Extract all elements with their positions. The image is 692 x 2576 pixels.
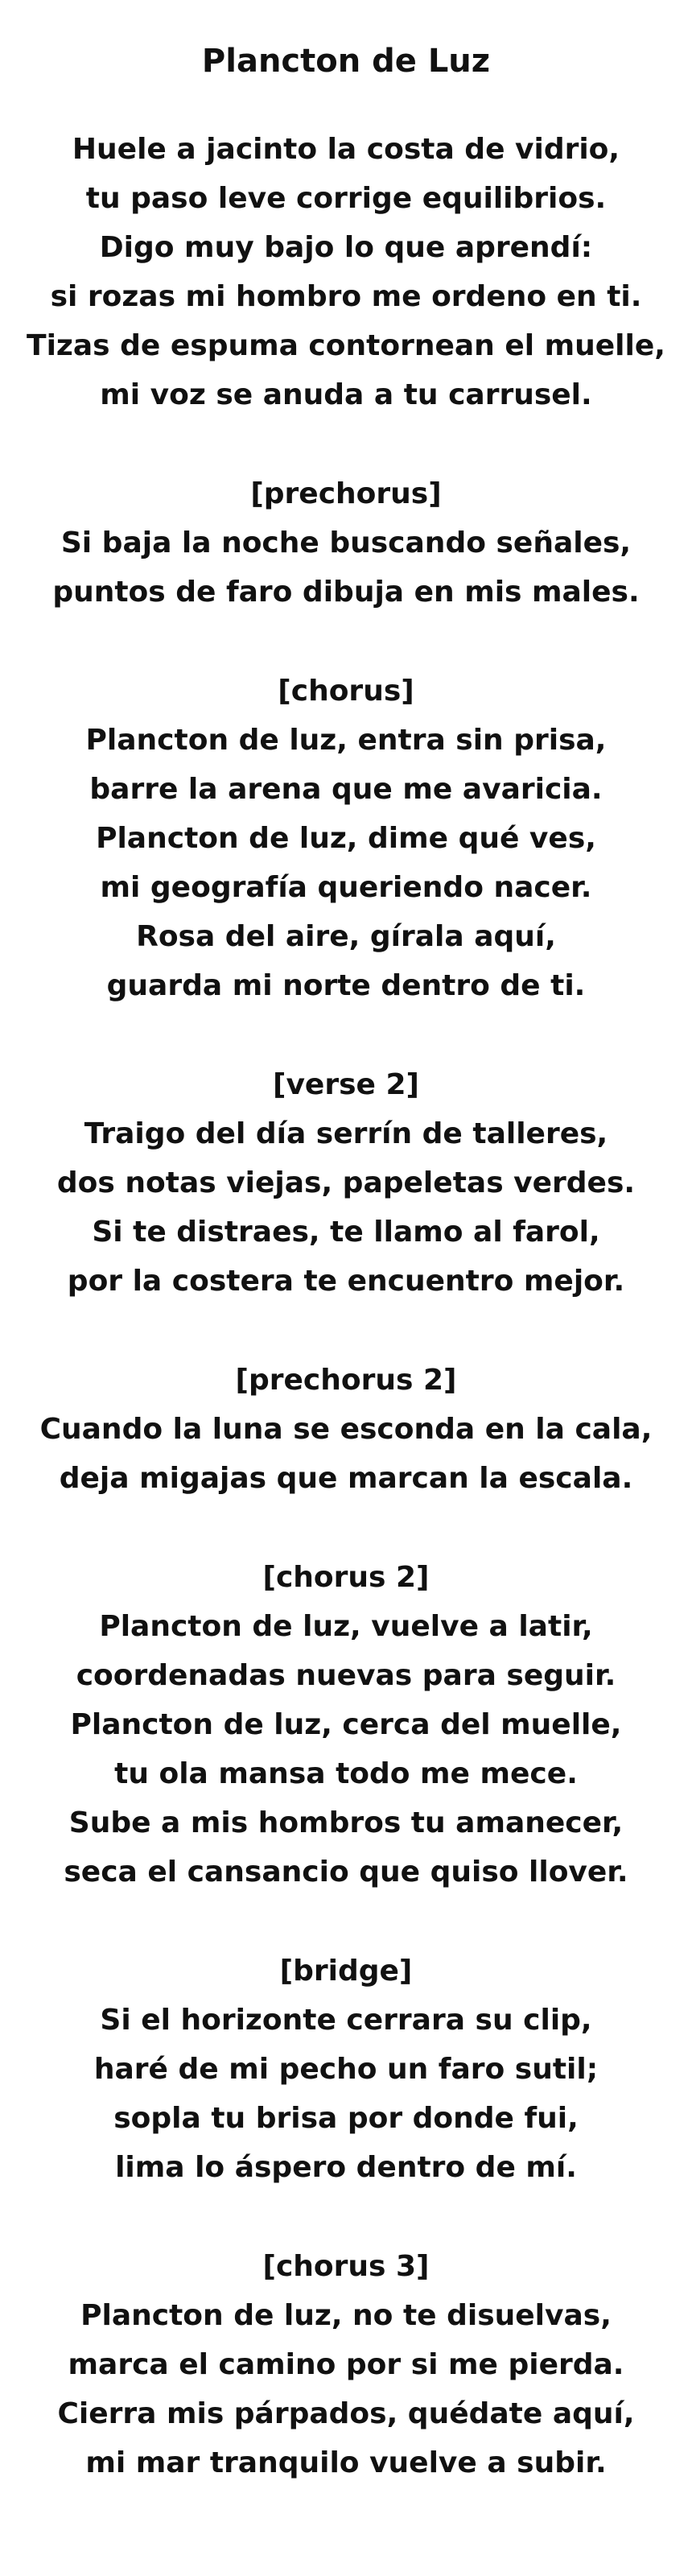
lyric-section [0, 125, 692, 419]
lyric-line: barre la arena que me avaricia. [89, 773, 603, 806]
lyric-line: Plancton de luz, entra sin prisa, [85, 724, 607, 757]
lyric-line: deja migajas que marcan la escala. [59, 1462, 633, 1495]
lyric-line: Traigo del día serrín de talleres, [84, 1117, 608, 1150]
section-label: [chorus 3] [262, 2250, 430, 2283]
lyric-line: Si el horizonte cerrara su clip, [100, 2004, 592, 2037]
lyric-line: tu ola mansa todo me mece. [114, 1757, 578, 1790]
lyric-line: Rosa del aire, gírala aquí, [136, 920, 556, 953]
lyric-section [0, 1356, 692, 1503]
lyric-line: Cuando la luna se esconda en la cala, [39, 1413, 653, 1446]
lyric-line: Tizas de espuma contornean el muelle, [27, 329, 665, 362]
lyric-line: dos notas viejas, papeletas verdes. [56, 1166, 636, 1199]
lyric-line: Si te distraes, te llamo al farol, [92, 1216, 600, 1249]
lyric-line: por la costera te encuentro mejor. [67, 1265, 625, 1298]
lyric-line: puntos de faro dibuja en mis males. [52, 576, 640, 609]
lyric-line: sopla tu brisa por donde fui, [113, 2102, 579, 2135]
lyric-line: Sube a mis hombros tu amanecer, [68, 1806, 624, 1839]
lyric-line: mi mar tranquilo vuelve a subir. [85, 2446, 607, 2479]
lyric-line: guarda mi norte dentro de ti. [106, 969, 586, 1002]
section-label: [chorus 2] [262, 1561, 430, 1594]
lyric-line: Cierra mis párpados, quédate aquí, [57, 2397, 635, 2430]
lyric-line: si rozas mi hombro me ordeno en ti. [50, 280, 642, 313]
lyric-line: Plancton de luz, cerca del muelle, [70, 1708, 622, 1741]
lyric-line: mi voz se anuda a tu carrusel. [100, 378, 592, 411]
song-title: Plancton de Luz [201, 43, 491, 80]
lyric-line: Digo muy bajo lo que aprendí: [99, 231, 593, 264]
section-label: [verse 2] [273, 1068, 419, 1101]
lyrics-body [0, 125, 692, 2537]
lyric-section [0, 1060, 692, 1306]
lyric-section [0, 667, 692, 1010]
lyric-section [0, 1946, 692, 2192]
lyric-line: coordenadas nuevas para seguir. [76, 1659, 616, 1692]
section-label: [prechorus 2] [235, 1364, 457, 1397]
lyric-line: Plancton de luz, no te disuelvas, [80, 2299, 612, 2332]
lyric-line: seca el cansancio que quiso llover. [64, 1856, 628, 1889]
lyric-section [0, 469, 692, 617]
lyric-line: marca el camino por si me pierda. [68, 2348, 624, 2381]
lyric-section [0, 1553, 692, 1897]
lyric-section [0, 2242, 692, 2487]
section-label: [chorus] [278, 675, 414, 708]
lyric-line: tu paso leve corrige equilibrios. [85, 182, 607, 215]
lyric-line: Huele a jacinto la costa de vidrio, [72, 133, 620, 166]
lyric-line: Plancton de luz, vuelve a latir, [99, 1610, 593, 1643]
lyric-line: Si baja la noche buscando señales, [60, 526, 632, 559]
section-label: [bridge] [279, 1955, 413, 1988]
lyric-line: Plancton de luz, dime qué ves, [96, 822, 596, 855]
section-label: [prechorus] [250, 477, 442, 510]
lyric-line: lima lo áspero dentro de mí. [115, 2151, 577, 2184]
lyric-line: mi geografía queriendo nacer. [100, 871, 592, 904]
lyric-line: haré de mi pecho un faro sutil; [93, 2053, 599, 2086]
